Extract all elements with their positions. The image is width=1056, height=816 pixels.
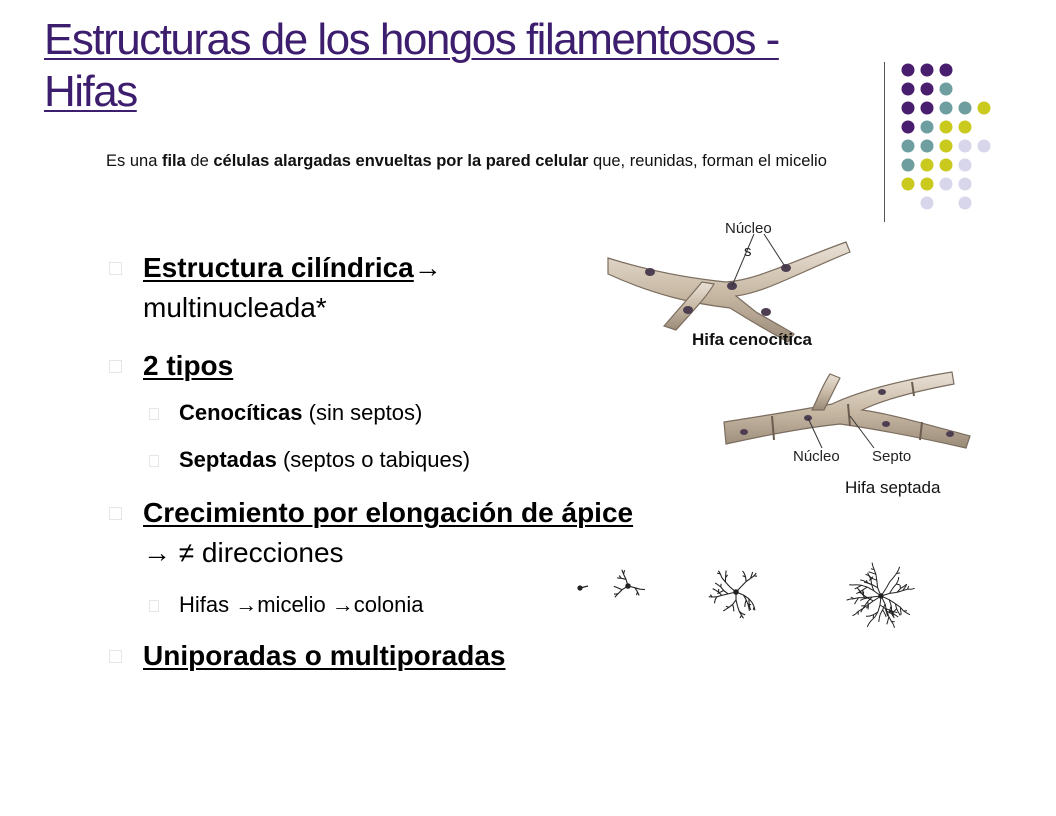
decorative-dot (940, 140, 953, 153)
decorative-dot (959, 121, 972, 134)
bullet-head: Crecimiento por elongación de ápice (143, 497, 634, 528)
decorative-dot (978, 140, 991, 153)
decorative-dot (940, 64, 953, 77)
sub-bullet-coenocytic (179, 398, 422, 428)
bullet-marker (109, 360, 122, 373)
label-s: s (744, 243, 752, 260)
decorative-dot (921, 140, 934, 153)
decorative-dot (959, 178, 972, 191)
decorative-dot (921, 121, 934, 134)
decorative-dot (959, 102, 972, 115)
bullet-marker (109, 262, 122, 275)
decorative-dot (940, 102, 953, 115)
bullet-head: 2 tipos (143, 350, 234, 381)
colony-stage (847, 563, 915, 628)
slide-title (44, 14, 864, 118)
decorative-dot (902, 121, 915, 134)
bullet-marker (109, 507, 122, 520)
bullet-tail: → multinucleada* (143, 252, 442, 323)
intro-paragraph (106, 148, 866, 174)
label-septum: Septo (872, 448, 912, 465)
sub-bullet-text: (septos o tabiques) (276, 447, 471, 472)
spore-stage (578, 586, 588, 590)
intro-text-2: de (185, 152, 214, 170)
decorative-dot (921, 64, 934, 77)
sub-bullet-septate (179, 445, 470, 475)
germ-tube-stage (614, 570, 645, 598)
decorative-dot (902, 178, 915, 191)
bullet-tail: → ≠ direcciones (143, 537, 344, 568)
sub-bullet-marker (149, 408, 159, 420)
decorative-dot (940, 159, 953, 172)
label-nucleus-coeno: Núcleo (725, 220, 772, 237)
label-nucleus-sept: Núcleo (793, 448, 840, 465)
decorative-dot (940, 178, 953, 191)
decorative-dot-grid (898, 60, 998, 210)
decorative-dot (921, 197, 934, 210)
decorative-dot (978, 102, 991, 115)
decorative-dot (902, 159, 915, 172)
decorative-dot (902, 64, 915, 77)
decorative-dot (959, 197, 972, 210)
bullet-head: Uniporadas o multiporadas (143, 640, 506, 671)
bullet-types (143, 346, 543, 386)
decorative-dot (902, 102, 915, 115)
decorative-dot (921, 178, 934, 191)
intro-text-1: Es una (106, 152, 162, 170)
bullet-growth (143, 493, 643, 573)
sub-bullet-colony (179, 590, 424, 620)
decorative-dot (902, 83, 915, 96)
sub-bullet-text: Hifas →micelio →colonia (179, 592, 424, 617)
intro-bold-2: células alargadas envueltas por la pared celular (213, 152, 589, 170)
divider-line (884, 62, 885, 222)
decorative-dot (959, 140, 972, 153)
young-mycelium-stage (709, 571, 757, 619)
intro-bold-1: fila (161, 152, 186, 170)
title-line-1: Estructuras de los hongos filamentosos - (44, 15, 779, 64)
bullet-head: Estructura cilíndrica (143, 252, 414, 283)
decorative-dot (921, 159, 934, 172)
decorative-dot (940, 83, 953, 96)
caption-septate: Hifa septada (845, 478, 941, 497)
sub-bullet-marker (149, 600, 159, 612)
septate-hypha-illustration (722, 370, 982, 460)
intro-text-3: que, reunidas, forman el micelio (588, 152, 827, 170)
decorative-dot (921, 102, 934, 115)
mycelium-growth-illustration (576, 530, 986, 670)
caption-coenocytic: Hifa cenocítica (692, 330, 812, 349)
sub-bullet-bold: Septadas (179, 447, 277, 472)
bullet-marker (109, 650, 122, 663)
decorative-dot (902, 140, 915, 153)
sub-bullet-text: (sin septos) (302, 400, 423, 425)
decorative-dot (921, 83, 934, 96)
title-line-2: Hifas (44, 67, 137, 116)
decorative-dot (959, 159, 972, 172)
decorative-dot (940, 121, 953, 134)
sub-bullet-bold: Cenocíticas (179, 400, 303, 425)
bullet-structure (143, 248, 583, 328)
sub-bullet-marker (149, 455, 159, 467)
